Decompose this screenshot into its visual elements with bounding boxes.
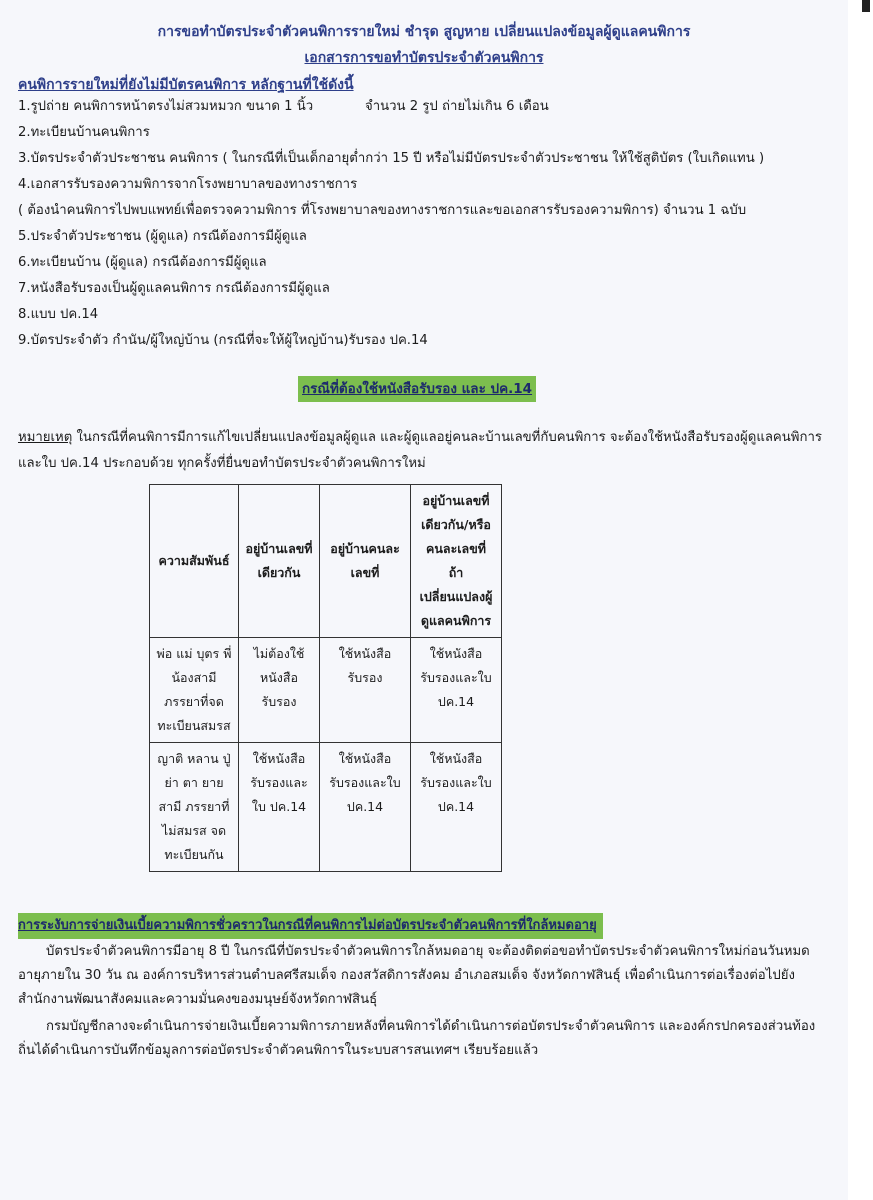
- table-header-row: [150, 485, 502, 638]
- expiry-paragraph: บัตรประจำตัวคนพิการมีอายุ 8 ปี ในกรณีที่บัตรประจำตัวคนพิการใกล้หมดอายุ จะต้องติดต่อขอทำบัตรประจำตัวคนพิการใหม่ก่อนวันหมดอายุภายใน 30 วัน ณ องค์การบริหารส่วนตำบลศรีสมเด็จ กองสวัสดิการสังคม อำเภอสมเด็จ จังหวัดกาฬสินธุ์ เพื่อดำเนินการต่อเรื่องต่อไปยังสำนักงานพัฒนาสังคมและความมั่นคงของมนุษย์จังหวัดกาฬสินธุ์: [18, 944, 810, 1007]
- list-item: 6.ทะเบียนบ้าน (ผู้ดูแล) กรณีต้องการมีผู้ดูแล: [18, 255, 267, 270]
- table-header: อยู่บ้านเลขที่เดียวกัน/หรือคนละเลขที่ ถ้าเปลี่ยนแปลงผู้ดูแลคนพิการ: [411, 485, 502, 638]
- table-cell: พ่อ แม่ บุตร พี่น้องสามี ภรรยาที่จดทะเบียนสมรส: [150, 638, 239, 743]
- table-header: อยู่บ้านเลขที่เดียวกัน: [239, 485, 320, 638]
- suspension-heading: การระงับการจ่ายเงินเบี้ยความพิการชั่วคราวในกรณีที่คนพิการไม่ต่อบัตรประจำตัวคนพิการที่ใกล้หมดอายุ: [18, 913, 603, 939]
- table-header: อยู่บ้านคนละเลขที่: [320, 485, 411, 638]
- list-item: 4.เอกสารรับรองความพิการจากโรงพยาบาลของทางราชการ: [18, 177, 358, 192]
- requirements-list: [18, 97, 833, 357]
- payment-paragraph: กรมบัญชีกลางจะดำเนินการจ่ายเงินเบี้ยความพิการภายหลังที่คนพิการได้ดำเนินการต่อบัตรประจำตัวคนพิการ และองค์กรปกครองส่วนท้องถิ่นได้ดำเนินการบันทึกข้อมูลการต่อบัตรประจำตัวคนพิการในระบบสารสนเทศฯ เรียบร้อยแล้ว: [18, 1019, 816, 1058]
- list-item: 1.รูปถ่าย คนพิการหน้าตรงไม่สวมหมวก ขนาด 1 นิ้ว จำนวน 2 รูป ถ่ายไม่เกิน 6 เดือน: [18, 97, 833, 123]
- table-cell: ใช้หนังสือรับรอง: [320, 638, 411, 743]
- table-cell: ญาติ หลาน ปู่ ย่า ตา ยาย สามี ภรรยาที่ไม่สมรส จดทะเบียนกัน: [150, 743, 239, 872]
- scan-edge: [848, 0, 873, 1200]
- table-cell: ใช้หนังสือรับรองและใบ ปค.14: [239, 743, 320, 872]
- note-text: ในกรณีที่คนพิการมีการแก้ไขเปลี่ยนแปลงข้อมูลผู้ดูแล และผู้ดูแลอยู่คนละบ้านเลขที่กับคนพิการ จะต้องใช้หนังสือรับรองผู้ดูแลคนพิการ และใบ ปค.14 ประกอบด้วย ทุกครั้งที่ยื่นขอทำบัตรประจำตัวคนพิการใหม่: [18, 430, 822, 471]
- certificate-heading: กรณีที่ต้องใช้หนังสือรับรอง และ ปค.14: [298, 376, 536, 402]
- table-row: [150, 743, 502, 872]
- table-cell: ใช้หนังสือรับรองและใบ ปค.14: [411, 743, 502, 872]
- table-cell: ใช้หนังสือรับรองและใบ ปค.14: [320, 743, 411, 872]
- scan-edge-mark: [862, 0, 870, 12]
- requirements-heading: คนพิการรายใหม่ที่ยังไม่มีบัตรคนพิการ หลักฐานที่ใช้ดังนี้: [18, 77, 354, 93]
- photo-count: จำนวน 2 รูป ถ่ายไม่เกิน 6 เดือน: [365, 99, 549, 114]
- list-item: ( ต้องนำคนพิการไปพบแพทย์เพื่อตรวจความพิการ ที่โรงพยาบาลของทางราชการและขอเอกสารรับรองความพิการ) จำนวน 1 ฉบับ: [18, 203, 747, 218]
- page-title: การขอทำบัตรประจำตัวคนพิการรายใหม่ ชำรุด สูญหาย เปลี่ยนแปลงข้อมูลผู้ดูแลคนพิการ: [157, 24, 691, 40]
- list-item: 5.ประจำตัวประชาชน (ผู้ดูแล) กรณีต้องการมีผู้ดูแล: [18, 229, 307, 244]
- list-item: 2.ทะเบียนบ้านคนพิการ: [18, 125, 150, 140]
- table-cell: ไม่ต้องใช้หนังสือรับรอง: [239, 638, 320, 743]
- note-label: หมายเหตุ: [18, 430, 73, 445]
- list-item: 9.บัตรประจำตัว กำนัน/ผู้ใหญ่บ้าน (กรณีที่จะให้ผู้ใหญ่บ้าน)รับรอง ปค.14: [18, 333, 428, 348]
- page-subtitle: เอกสารการขอทำบัตรประจำตัวคนพิการ: [304, 50, 544, 66]
- table-row: [150, 638, 502, 743]
- list-item: 8.แบบ ปค.14: [18, 307, 99, 322]
- list-item: 7.หนังสือรับรองเป็นผู้ดูแลคนพิการ กรณีต้องการมีผู้ดูแล: [18, 281, 330, 296]
- table-header: ความสัมพันธ์: [150, 485, 239, 638]
- relationship-table: [149, 484, 502, 872]
- list-item: 3.บัตรประจำตัวประชาชน คนพิการ ( ในกรณีที่เป็นเด็กอายุต่ำกว่า 15 ปี หรือไม่มีบัตรประจำตัวประชาชน ให้ใช้สูติบัตร (ใบเกิดแทน ): [18, 151, 765, 166]
- table-cell: ใช้หนังสือรับรองและใบ ปค.14: [411, 638, 502, 743]
- note-paragraph: [18, 425, 833, 477]
